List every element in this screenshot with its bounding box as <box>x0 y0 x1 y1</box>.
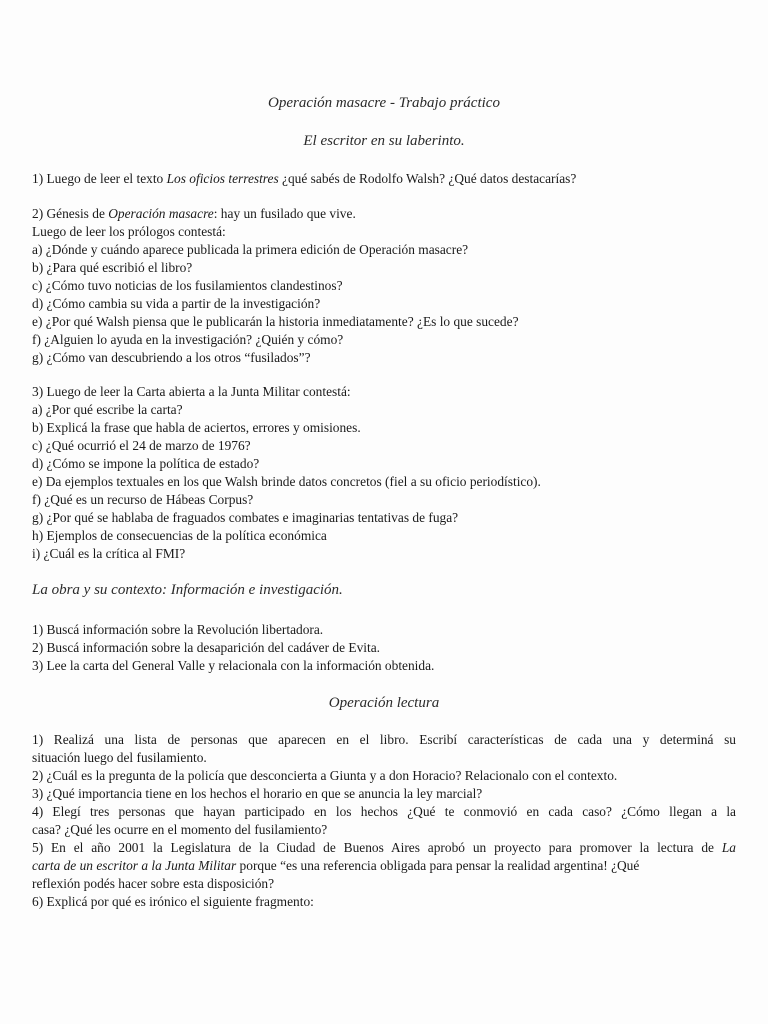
question-2-intro: Luego de leer los prólogos contestá: <box>32 224 226 239</box>
list-item: c) ¿Qué ocurrió el 24 de marzo de 1976? <box>32 438 251 453</box>
list-item: 4) Elegí tres personas que hayan participado en los hechos ¿Qué te conmovió en cada caso? ¿Cómo llegan a la <box>32 804 736 819</box>
list-item: 3) ¿Qué importancia tiene en los hechos el horario en que se anuncia la ley marcial? <box>32 786 483 801</box>
section-heading-context: La obra y su contexto: Información e investigación. <box>32 582 343 598</box>
question-1-text: 1) Luego de leer el texto Los oficios terrestres ¿qué sabés de Rodolfo Walsh? ¿Qué datos destacarías? <box>32 171 577 186</box>
list-item-continuation: reflexión podés hacer sobre esta disposición? <box>32 876 275 891</box>
list-item: c) ¿Cómo tuvo noticias de los fusilamientos clandestinos? <box>32 278 343 293</box>
section-heading-reading: Operación lectura <box>328 695 440 711</box>
list-item: e) Da ejemplos textuales en los que Walsh brinde datos concretos (fiel a su oficio periodístico). <box>32 474 541 489</box>
list-item: 2) ¿Cuál es la pregunta de la policía que desconcierta a Giunta y a don Horacio? Relacionalo con el contexto. <box>32 768 618 783</box>
list-item: 6) Explicá por qué es irónico el siguiente fragmento: <box>32 894 314 909</box>
letter-title: carta de un escritor a la Junta Militar <box>32 858 237 873</box>
list-item: d) ¿Cómo cambia su vida a partir de la investigación? <box>32 296 321 311</box>
list-item: 1) Buscá información sobre la Revolución libertadora. <box>32 622 324 637</box>
list-item: e) ¿Por qué Walsh piensa que le publicarán la historia inmediatamente? ¿Es lo que sucede? <box>32 314 519 329</box>
list-item: i) ¿Cuál es la crítica al FMI? <box>32 546 186 561</box>
list-item: b) ¿Para qué escribió el libro? <box>32 260 193 275</box>
document-subtitle: El escritor en su laberinto. <box>303 133 465 149</box>
question-3 <box>32 383 736 563</box>
question-1 <box>32 170 736 188</box>
question-3-intro: 3) Luego de leer la Carta abierta a la Junta Militar contestá: <box>32 384 351 399</box>
list-item: f) ¿Qué es un recurso de Hábeas Corpus? <box>32 492 254 507</box>
question-2-title: 2) Génesis de Operación masacre: hay un fusilado que vive. <box>32 206 356 221</box>
list-item: g) ¿Cómo van descubriendo a los otros “fusilados”? <box>32 350 311 365</box>
list-item: d) ¿Cómo se impone la política de estado? <box>32 456 260 471</box>
list-item: 3) Lee la carta del General Valle y relacionala con la información obtenida. <box>32 658 435 673</box>
list-item: 5) En el año 2001 la Legislatura de la Ciudad de Buenos Aires aprobó un proyecto para promover la lectura de La <box>32 840 736 855</box>
context-list <box>32 621 736 675</box>
list-item: a) ¿Dónde y cuándo aparece publicada la primera edición de Operación masacre? <box>32 242 469 257</box>
list-item-continuation: carta de un escritor a la Junta Militar porque “es una referencia obligada para pensar la realidad argentina! ¿Qué <box>32 858 640 873</box>
document-title: Operación masacre - Trabajo práctico <box>268 95 500 111</box>
list-item: 2) Buscá información sobre la desaparición del cadáver de Evita. <box>32 640 381 655</box>
list-item: h) Ejemplos de consecuencias de la política económica <box>32 528 327 543</box>
reading-list <box>32 731 736 911</box>
list-item-continuation: casa? ¿Qué les ocurre en el momento del fusilamiento? <box>32 822 328 837</box>
list-item: g) ¿Por qué se hablaba de fraguados combates e imaginarias tentativas de fuga? <box>32 510 459 525</box>
book-title: Los oficios terrestres <box>166 171 279 186</box>
question-2 <box>32 205 736 367</box>
book-title: Operación masacre <box>108 206 214 221</box>
list-item: 1) Realizá una lista de personas que aparecen en el libro. Escribí características de cada una y determiná su <box>32 732 736 747</box>
list-item: f) ¿Alguien lo ayuda en la investigación? ¿Quién y cómo? <box>32 332 344 347</box>
list-item: a) ¿Por qué escribe la carta? <box>32 402 183 417</box>
list-item: b) Explicá la frase que habla de aciertos, errores y omisiones. <box>32 420 361 435</box>
list-item-continuation: situación luego del fusilamiento. <box>32 750 207 765</box>
